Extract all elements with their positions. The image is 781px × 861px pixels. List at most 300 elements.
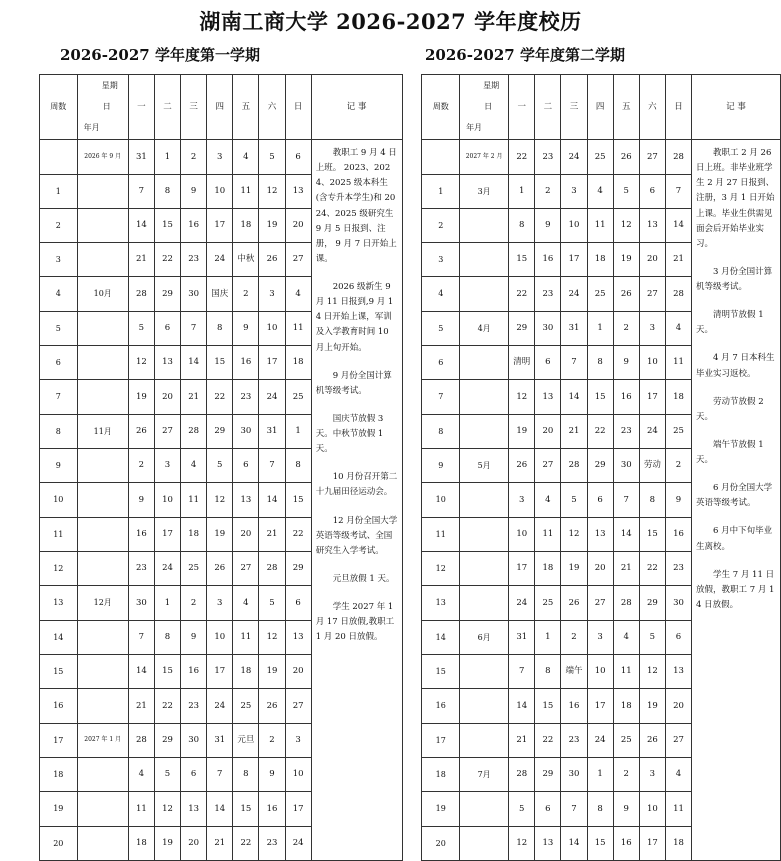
- month-label-text: 2027 年 1 月: [84, 736, 122, 744]
- week-number: 9: [40, 449, 78, 483]
- week-number: 13: [422, 586, 460, 621]
- holiday-cell: 端午: [561, 655, 587, 689]
- day-cell: 18: [665, 827, 691, 861]
- week-number: 5: [40, 312, 78, 346]
- day-cell: 15: [509, 243, 535, 277]
- week-number: 1: [40, 175, 78, 209]
- week-number: 16: [422, 689, 460, 724]
- month-label: [460, 586, 509, 621]
- day-cell: 10: [259, 312, 285, 346]
- day-cell: 24: [561, 140, 587, 175]
- day-cell: 19: [154, 827, 180, 861]
- day-cell: 6: [285, 586, 311, 621]
- day-cell: 26: [613, 140, 639, 175]
- day-cell: 15: [154, 209, 180, 243]
- day-cell: 13: [285, 175, 311, 209]
- day-cell: 10: [154, 483, 180, 518]
- day-cell: 24: [259, 380, 285, 415]
- month-label-text: 2027 年 2 月: [465, 152, 503, 160]
- month-label: [77, 655, 128, 689]
- day-cell: 17: [509, 552, 535, 586]
- day-cell: 19: [613, 243, 639, 277]
- day-cell: 25: [285, 380, 311, 415]
- week-number: 12: [40, 552, 78, 586]
- day-cell: 8: [587, 346, 613, 380]
- day-cell: 24: [561, 277, 587, 312]
- day-cell: 22: [587, 415, 613, 449]
- day-cell: 11: [665, 346, 691, 380]
- calendar-title: 湖南工商大学 2026-2027 学年度校历: [199, 9, 582, 34]
- day-cell: 12: [259, 621, 285, 655]
- week-number: 14: [40, 621, 78, 655]
- day-cell: 3: [587, 621, 613, 655]
- week-number: 7: [40, 380, 78, 415]
- remark-item: 12 月份全国大学英语等级考试、全国研究生入学考试。: [315, 515, 398, 556]
- day-cell: 4: [285, 277, 311, 312]
- day-cell: 8: [154, 175, 180, 209]
- day-cell: 14: [561, 380, 587, 415]
- day-cell: 20: [665, 689, 691, 724]
- day-cell: 16: [613, 827, 639, 861]
- day-cell: 1: [535, 621, 561, 655]
- day-cell: 10: [639, 792, 665, 827]
- day-cell: 9: [181, 621, 207, 655]
- day-cell: 2: [535, 175, 561, 209]
- remark-item: 教职工 2 月 26 日上班。非毕业班学生 2 月 27 日报到、注册，3 月 1 日开始上课。毕业生供需见面会后开始毕业实习。: [696, 148, 775, 249]
- week-number: [40, 140, 78, 175]
- day-cell: 23: [665, 552, 691, 586]
- day-cell: 21: [181, 380, 207, 415]
- day-cell: 22: [509, 277, 535, 312]
- day-cell: 28: [259, 552, 285, 586]
- day-cell: 9: [613, 346, 639, 380]
- month-label: 11月: [77, 415, 128, 449]
- day-cell: 7: [561, 792, 587, 827]
- day-cell: 13: [639, 209, 665, 243]
- month-label: [460, 655, 509, 689]
- day-cell: 23: [181, 243, 207, 277]
- day-label: 日: [484, 102, 493, 111]
- day-cell: 4: [128, 758, 154, 792]
- weekday-header-sun: 日: [285, 75, 311, 140]
- day-cell: 28: [665, 140, 691, 175]
- day-cell: 29: [587, 449, 613, 483]
- day-cell: 26: [639, 724, 665, 758]
- weekday-header-wed: 三: [181, 75, 207, 140]
- day-cell: 15: [233, 792, 259, 827]
- week-number: 20: [422, 827, 460, 861]
- month-label: [77, 621, 128, 655]
- month-label: [460, 140, 509, 175]
- day-cell: 23: [233, 380, 259, 415]
- day-cell: 18: [128, 827, 154, 861]
- day-cell: 10: [639, 346, 665, 380]
- day-cell: 7: [509, 655, 535, 689]
- remark-item: 清明节放假 1 天。: [696, 310, 764, 336]
- day-cell: 3: [207, 586, 233, 621]
- day-cell: 2: [181, 586, 207, 621]
- day-cell: 20: [285, 209, 311, 243]
- day-cell: 20: [154, 380, 180, 415]
- weekday-header-thu: 四: [587, 75, 613, 140]
- day-cell: 14: [181, 346, 207, 380]
- day-cell: 4: [233, 586, 259, 621]
- day-cell: 3: [509, 483, 535, 518]
- day-cell: 1: [509, 175, 535, 209]
- day-cell: 2: [613, 312, 639, 346]
- semester2-title: 2026-2027 学年度第二学期: [425, 46, 625, 64]
- day-cell: 27: [639, 277, 665, 312]
- day-cell: 1: [154, 586, 180, 621]
- day-cell: 15: [587, 827, 613, 861]
- day-cell: 4: [181, 449, 207, 483]
- weekday-header-thu: 四: [207, 75, 233, 140]
- month-label: [460, 689, 509, 724]
- day-cell: 17: [639, 827, 665, 861]
- day-cell: 12: [207, 483, 233, 518]
- month-label: [77, 552, 128, 586]
- day-cell: 22: [154, 243, 180, 277]
- day-cell: 23: [128, 552, 154, 586]
- day-cell: 16: [128, 518, 154, 552]
- day-cell: 18: [613, 689, 639, 724]
- day-cell: 22: [233, 827, 259, 861]
- month-label: [77, 209, 128, 243]
- week-number: 3: [40, 243, 78, 277]
- week-number: 19: [40, 792, 78, 827]
- day-cell: 18: [535, 552, 561, 586]
- weekday-header-fri: 五: [613, 75, 639, 140]
- week-number: 3: [422, 243, 460, 277]
- month-label: [77, 518, 128, 552]
- day-cell: 1: [587, 758, 613, 792]
- day-cell: 22: [154, 689, 180, 724]
- day-cell: 11: [613, 655, 639, 689]
- day-cell: 28: [561, 449, 587, 483]
- day-cell: 16: [665, 518, 691, 552]
- day-cell: 24: [509, 586, 535, 621]
- week-number: 8: [40, 415, 78, 449]
- day-cell: 11: [233, 621, 259, 655]
- week-number: 6: [40, 346, 78, 380]
- day-cell: 31: [561, 312, 587, 346]
- month-label: [77, 243, 128, 277]
- week-number: 5: [422, 312, 460, 346]
- day-cell: 11: [181, 483, 207, 518]
- day-cell: 11: [665, 792, 691, 827]
- day-cell: 2: [128, 449, 154, 483]
- day-cell: 2: [259, 724, 285, 758]
- day-cell: 3: [639, 312, 665, 346]
- day-cell: 7: [181, 312, 207, 346]
- day-cell: 9: [181, 175, 207, 209]
- day-cell: 13: [233, 483, 259, 518]
- month-label: [77, 140, 128, 175]
- day-cell: 12: [613, 209, 639, 243]
- day-cell: 14: [207, 792, 233, 827]
- day-cell: 8: [207, 312, 233, 346]
- day-cell: 17: [639, 380, 665, 415]
- day-cell: 13: [285, 621, 311, 655]
- day-cell: 14: [128, 209, 154, 243]
- month-label: 7月: [460, 758, 509, 792]
- day-cell: 6: [639, 175, 665, 209]
- day-cell: 28: [128, 277, 154, 312]
- day-cell: 27: [285, 243, 311, 277]
- day-cell: 22: [207, 380, 233, 415]
- day-cell: 26: [259, 689, 285, 724]
- week-number: 1: [422, 175, 460, 209]
- day-cell: 30: [561, 758, 587, 792]
- month-label-text: 2026 年 9 月: [84, 152, 122, 160]
- day-cell: 16: [561, 689, 587, 724]
- day-cell: 4: [665, 312, 691, 346]
- day-cell: 5: [207, 449, 233, 483]
- day-cell: 14: [259, 483, 285, 518]
- day-cell: 17: [561, 243, 587, 277]
- month-label: [77, 312, 128, 346]
- day-cell: 28: [128, 724, 154, 758]
- day-cell: 2: [665, 449, 691, 483]
- day-cell: 7: [128, 621, 154, 655]
- week-number: 7: [422, 380, 460, 415]
- day-cell: 20: [285, 655, 311, 689]
- remark-item: 学生 2027 年 1 月 17 日放假,教职工 1 月 20 日放假。: [315, 602, 395, 643]
- remark-item: 6 月份全国大学英语等级考试。: [696, 483, 773, 509]
- day-cell: 12: [561, 518, 587, 552]
- day-cell: 29: [154, 277, 180, 312]
- day-cell: 18: [233, 209, 259, 243]
- month-label: [77, 346, 128, 380]
- remark-item: 端午节放假 1 天。: [696, 439, 764, 465]
- day-cell: 25: [587, 140, 613, 175]
- day-cell: 6: [154, 312, 180, 346]
- day-cell: 3: [639, 758, 665, 792]
- day-cell: 13: [665, 655, 691, 689]
- day-cell: 25: [233, 689, 259, 724]
- day-cell: 24: [639, 415, 665, 449]
- day-cell: 7: [561, 346, 587, 380]
- day-cell: 21: [665, 243, 691, 277]
- day-cell: 15: [207, 346, 233, 380]
- month-label: 12月: [77, 586, 128, 621]
- day-cell: 15: [285, 483, 311, 518]
- remarks-header: 记 事: [692, 75, 781, 140]
- week-number: 13: [40, 586, 78, 621]
- day-cell: 27: [587, 586, 613, 621]
- day-cell: 29: [207, 415, 233, 449]
- day-cell: 23: [613, 415, 639, 449]
- month-label: 4月: [460, 312, 509, 346]
- day-cell: 24: [207, 243, 233, 277]
- day-cell: 18: [285, 346, 311, 380]
- day-cell: 6: [233, 449, 259, 483]
- month-label: [77, 449, 128, 483]
- day-cell: 25: [613, 724, 639, 758]
- week-number: 16: [40, 689, 78, 724]
- day-cell: 10: [587, 655, 613, 689]
- holiday-cell: 劳动: [639, 449, 665, 483]
- week-number: 15: [422, 655, 460, 689]
- remark-item: 教职工 9 月 4 日上班。 2023、2024、2025 级本科生(含专升本学生)和 2024、2025 级研究生 9 月 5 日报到、注册， 9 月 7 日开始上课。: [315, 148, 397, 264]
- day-cell: 10: [561, 209, 587, 243]
- day-cell: 2: [233, 277, 259, 312]
- day-cell: 3: [207, 140, 233, 175]
- day-cell: 3: [561, 175, 587, 209]
- month-label: [77, 380, 128, 415]
- day-cell: 7: [259, 449, 285, 483]
- day-cell: 4: [613, 621, 639, 655]
- day-cell: 25: [181, 552, 207, 586]
- day-cell: 27: [535, 449, 561, 483]
- day-cell: 6: [181, 758, 207, 792]
- day-cell: 6: [535, 346, 561, 380]
- day-cell: 30: [181, 277, 207, 312]
- remark-item: 国庆节放假 3 天。中秋节放假 1 天。: [315, 413, 384, 455]
- week-number: 19: [422, 792, 460, 827]
- day-cell: 7: [207, 758, 233, 792]
- day-cell: 2: [181, 140, 207, 175]
- week-number: 17: [422, 724, 460, 758]
- month-label: 年月: [83, 123, 100, 132]
- day-cell: 15: [535, 689, 561, 724]
- day-cell: 16: [233, 346, 259, 380]
- week-number: 15: [40, 655, 78, 689]
- day-cell: 11: [285, 312, 311, 346]
- day-cell: 21: [128, 243, 154, 277]
- day-cell: 18: [665, 380, 691, 415]
- day-cell: 5: [561, 483, 587, 518]
- day-cell: 24: [285, 827, 311, 861]
- month-label: [460, 209, 509, 243]
- week-number: 11: [40, 518, 78, 552]
- day-cell: 20: [535, 415, 561, 449]
- day-cell: 30: [665, 586, 691, 621]
- week-number: 17: [40, 724, 78, 758]
- day-cell: 5: [154, 758, 180, 792]
- month-label: [77, 689, 128, 724]
- day-cell: 29: [509, 312, 535, 346]
- remark-item: 10 月份召开第二十九届田径运动会。: [315, 472, 398, 498]
- week-number: 8: [422, 415, 460, 449]
- day-cell: 22: [535, 724, 561, 758]
- day-cell: 18: [181, 518, 207, 552]
- day-cell: 28: [181, 415, 207, 449]
- day-cell: 22: [639, 552, 665, 586]
- day-cell: 16: [613, 380, 639, 415]
- remarks-column: [311, 140, 402, 861]
- day-cell: 23: [561, 724, 587, 758]
- day-cell: 8: [233, 758, 259, 792]
- day-cell: 15: [154, 655, 180, 689]
- remark-item: 9 月份全国计算机等级考试。: [315, 370, 392, 396]
- day-cell: 12: [128, 346, 154, 380]
- day-cell: 19: [259, 209, 285, 243]
- day-cell: 20: [181, 827, 207, 861]
- day-cell: 25: [587, 277, 613, 312]
- month-label: [77, 827, 128, 861]
- day-cell: 10: [207, 175, 233, 209]
- day-cell: 2: [561, 621, 587, 655]
- day-cell: 9: [613, 792, 639, 827]
- weekday-label: 星期: [101, 81, 118, 90]
- day-cell: 20: [233, 518, 259, 552]
- day-cell: 26: [509, 449, 535, 483]
- day-cell: 19: [259, 655, 285, 689]
- day-cell: 11: [128, 792, 154, 827]
- week-number: 4: [40, 277, 78, 312]
- weekday-label: 星期: [483, 81, 500, 90]
- month-label: 3月: [460, 175, 509, 209]
- day-cell: 3: [285, 724, 311, 758]
- day-cell: 5: [613, 175, 639, 209]
- week-number: 4: [422, 277, 460, 312]
- day-cell: 17: [154, 518, 180, 552]
- day-cell: 13: [535, 380, 561, 415]
- day-cell: 4: [535, 483, 561, 518]
- day-cell: 25: [535, 586, 561, 621]
- week-number: [422, 140, 460, 175]
- month-label: [460, 243, 509, 277]
- day-cell: 16: [535, 243, 561, 277]
- day-cell: 6: [587, 483, 613, 518]
- day-cell: 16: [181, 655, 207, 689]
- day-cell: 11: [233, 175, 259, 209]
- day-cell: 12: [509, 380, 535, 415]
- day-cell: 24: [154, 552, 180, 586]
- holiday-cell: 中秋: [233, 243, 259, 277]
- day-cell: 9: [259, 758, 285, 792]
- day-cell: 8: [535, 655, 561, 689]
- day-cell: 12: [639, 655, 665, 689]
- day-cell: 2: [613, 758, 639, 792]
- remark-item: 2026 级新生 9 月 11 日报到,9 月 14 日开始上课，军训及入学教育时间 10 月上旬开始。: [315, 282, 394, 353]
- remarks-header: 记 事: [311, 75, 402, 140]
- day-cell: 14: [561, 827, 587, 861]
- day-cell: 8: [639, 483, 665, 518]
- day-cell: 3: [154, 449, 180, 483]
- day-cell: 16: [259, 792, 285, 827]
- weekday-header-mon: 一: [509, 75, 535, 140]
- holiday-cell: 元旦: [233, 724, 259, 758]
- day-cell: 30: [128, 586, 154, 621]
- week-number: 12: [422, 552, 460, 586]
- month-label: [460, 827, 509, 861]
- day-cell: 7: [665, 175, 691, 209]
- weekday-header-mon: 一: [128, 75, 154, 140]
- day-cell: 19: [128, 380, 154, 415]
- day-cell: 5: [259, 140, 285, 175]
- day-cell: 21: [509, 724, 535, 758]
- day-cell: 27: [285, 689, 311, 724]
- week-number: 18: [40, 758, 78, 792]
- day-cell: 10: [509, 518, 535, 552]
- day-cell: 3: [259, 277, 285, 312]
- day-cell: 4: [233, 140, 259, 175]
- day-cell: 18: [587, 243, 613, 277]
- month-label: 5月: [460, 449, 509, 483]
- week-number-header: 周数: [40, 75, 78, 140]
- day-cell: 31: [207, 724, 233, 758]
- day-cell: 8: [285, 449, 311, 483]
- day-cell: 29: [285, 552, 311, 586]
- day-cell: 16: [181, 209, 207, 243]
- day-cell: 12: [154, 792, 180, 827]
- day-cell: 26: [259, 243, 285, 277]
- weekday-header-sun: 日: [665, 75, 691, 140]
- day-cell: 24: [207, 689, 233, 724]
- semester1-title: 2026-2027 学年度第一学期: [60, 46, 260, 64]
